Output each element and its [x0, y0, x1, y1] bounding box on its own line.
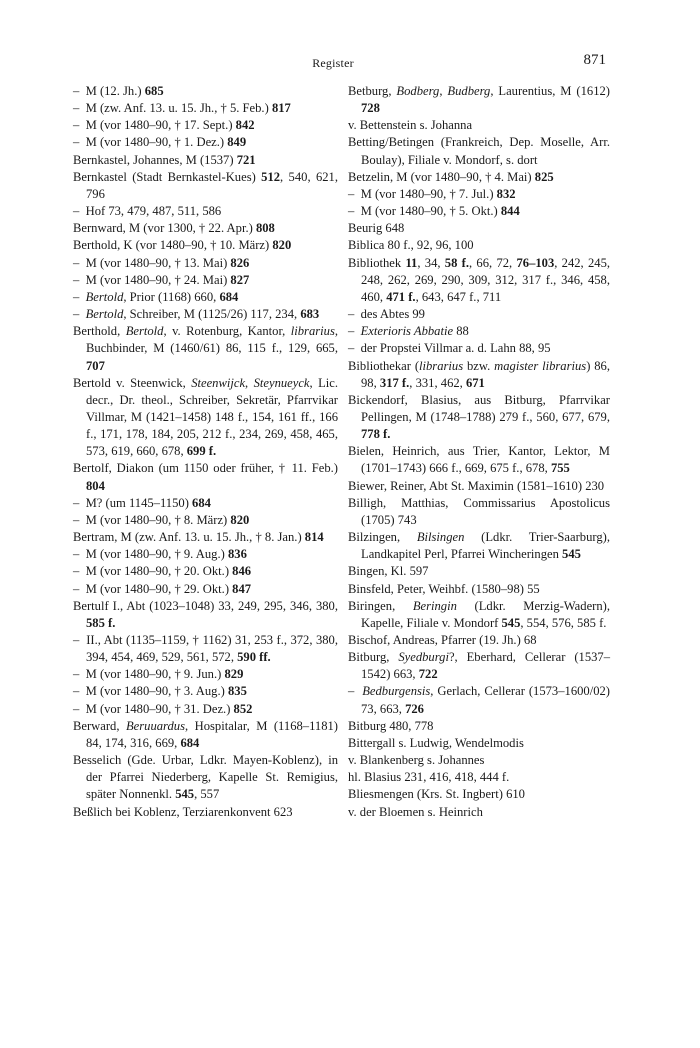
- index-entry: [348, 804, 610, 821]
- page-reference-bold: 827: [230, 272, 250, 287]
- index-entry: [348, 323, 610, 340]
- entry-text: (Ldkr. Trier-Saarburg), Landkapitel Perl, Pfarrei Wincheringen: [361, 530, 610, 562]
- entry-text: Bickendorf, Blasius, aus Bitburg, Pfarrvikar Pellingen, M (1748–1788) 279 f., 560, 677, 679,: [348, 392, 610, 424]
- page-reference-bold: 755: [550, 461, 570, 476]
- italic-term: Beringin: [412, 598, 457, 613]
- entry-text: , Laurentius, M (1612): [490, 84, 610, 98]
- entry-text: M (vor 1480–90, † 31. Dez.): [85, 701, 234, 716]
- index-entry: [348, 83, 610, 117]
- page-number: 871: [583, 52, 606, 68]
- index-entry: [73, 169, 338, 203]
- entry-text: , Prior (1168) 660,: [123, 289, 220, 304]
- entry-text: Berward,: [73, 718, 126, 733]
- page-reference-bold: 471 f.: [386, 289, 416, 304]
- page-reference-bold: 76–103: [516, 255, 555, 270]
- entry-text: M (vor 1480–90, † 3. Aug.): [85, 684, 228, 699]
- entry-text: des Abtes 99: [360, 307, 425, 322]
- page-header: [60, 52, 606, 76]
- entry-text: M (vor 1480–90, † 20. Okt.): [85, 564, 233, 579]
- index-entry: [73, 323, 338, 374]
- page-reference-bold: 722: [418, 667, 438, 682]
- index-entry: [348, 718, 610, 735]
- index-entry: [73, 375, 338, 461]
- entry-text: Berthold,: [73, 324, 126, 339]
- page-reference-bold: 817: [271, 101, 291, 116]
- entry-text: Bernkastel (Stadt Bernkastel-Kues): [73, 169, 262, 184]
- index-column-right: [348, 83, 610, 821]
- page-reference-bold: 512: [261, 169, 281, 184]
- running-title: Register: [312, 56, 354, 70]
- index-entry: [73, 632, 338, 666]
- index-entry: [73, 203, 338, 220]
- entry-text: bzw.: [463, 358, 495, 373]
- index-entry: [348, 649, 610, 683]
- entry-text: der Propstei Villmar a. d. Lahn 88, 95: [360, 341, 551, 356]
- entry-text: Beßlich bei Koblenz, Terziarenkonvent 623: [73, 804, 293, 819]
- index-entry: [348, 169, 610, 186]
- entry-text: Beurig 648: [348, 221, 405, 236]
- page-reference-bold: 685: [144, 84, 164, 98]
- page-reference-bold: 836: [227, 547, 247, 562]
- index-entry: [348, 735, 610, 752]
- italic-term: librarius: [419, 358, 464, 373]
- index-entry: [348, 443, 610, 477]
- italic-term: Bertold: [85, 307, 124, 322]
- index-entry: [348, 632, 610, 649]
- italic-term: Budberg: [447, 84, 491, 98]
- index-entry: [348, 769, 610, 786]
- page-reference-bold: 804: [86, 478, 105, 493]
- index-entry: [73, 134, 338, 151]
- entry-text: Bernkastel, Johannes, M (1537): [73, 152, 237, 167]
- index-entry: [73, 272, 338, 289]
- entry-text: ?, Eberhard, Cellerar (1537–1542) 663,: [361, 650, 611, 682]
- index-entry: [348, 117, 610, 134]
- italic-term: Bertold: [85, 289, 124, 304]
- entry-text: M (vor 1480–90, † 13. Mai): [85, 255, 231, 270]
- page-reference-bold: 545: [501, 615, 521, 630]
- page-reference-bold: 832: [496, 186, 516, 201]
- entry-text: , Hospitalar, M (1168–1181) 84, 174, 316, 669,: [86, 718, 338, 750]
- index-entry: [348, 683, 610, 717]
- entry-text: M (vor 1480–90, † 7. Jul.): [360, 186, 497, 201]
- entry-text: , Buchbinder, M (1460/61) 86, 115 f., 129, 665,: [86, 324, 339, 356]
- page-reference-bold: 545: [175, 787, 195, 802]
- page-reference-bold: 590 ff.: [237, 650, 271, 665]
- entry-text: M (vor 1480–90, † 24. Mai): [85, 272, 231, 287]
- index-entry: [348, 203, 610, 220]
- entry-text: Bertolf, Diakon (um 1150 oder früher, † 11. Feb.): [73, 461, 338, 476]
- index-entry: [73, 152, 338, 169]
- index-entry: [73, 255, 338, 272]
- index-entry: [73, 529, 338, 546]
- entry-text: Bertold v. Steenwick,: [73, 375, 192, 390]
- italic-term: librarius: [290, 324, 335, 339]
- entry-text: Biringen,: [348, 598, 413, 613]
- index-entry: [73, 83, 338, 100]
- index-entry: [348, 306, 610, 323]
- page-reference-bold: 317 f.: [379, 375, 410, 390]
- entry-text: ,: [245, 375, 254, 390]
- entry-text: Betzelin, M (vor 1480–90, † 4. Mai): [348, 169, 535, 184]
- index-entry: [348, 786, 610, 803]
- index-entry: [348, 478, 610, 495]
- entry-text: v. Bettenstein s. Johanna: [348, 118, 473, 133]
- index-entry: [73, 306, 338, 323]
- index-entry: [348, 563, 610, 580]
- page-reference-bold: 671: [465, 375, 485, 390]
- index-entry: [73, 752, 338, 803]
- index-entry: [348, 529, 610, 563]
- page-reference-bold: 721: [236, 152, 256, 167]
- page-reference-bold: 585 f.: [86, 615, 116, 630]
- entry-text: , v. Rotenburg, Kantor,: [163, 324, 291, 339]
- index-entry: [348, 581, 610, 598]
- index-entry: [348, 186, 610, 203]
- entry-text: (Ldkr. Merzig-Wadern), Kapelle, Filiale v. Mondorf: [361, 598, 610, 630]
- italic-term: Bertold: [125, 324, 164, 339]
- page-reference-bold: 707: [86, 358, 105, 373]
- entry-text: II., Abt (1135–1159, † 1162) 31, 253 f., 372, 380, 394, 454, 469, 529, 561, 572,: [86, 633, 338, 665]
- entry-text: , 557: [194, 787, 220, 802]
- entry-text: , 66, 72,: [469, 255, 517, 270]
- page-reference-bold: 820: [272, 238, 292, 253]
- index-entry: [73, 666, 338, 683]
- entry-text: , 540, 621, 796: [86, 169, 338, 201]
- index-entry: [348, 340, 610, 357]
- entry-text: Bitburg,: [348, 650, 399, 665]
- index-entry: [73, 546, 338, 563]
- page-reference-bold: 844: [500, 204, 520, 219]
- page-reference-bold: 846: [232, 564, 252, 579]
- index-entry: [348, 752, 610, 769]
- page-reference-bold: 826: [230, 255, 250, 270]
- page-reference-bold: 11: [405, 255, 418, 270]
- italic-term: Syedburgi: [398, 650, 449, 665]
- entry-text: , Lic. decr., Dr. theol., Schreiber, Sekretär, Pfarrvikar Villmar, M (1421–1458) 148 f., 154, 161 ff., 166 f., 171, 178, 184, 205, 212 f., 234, 269, 458, 465, 573, 619, 660, 678,: [86, 375, 338, 459]
- index-entry: [73, 718, 338, 752]
- page-reference-bold: 849: [227, 135, 247, 150]
- entry-text: M (vor 1480–90, † 5. Okt.): [360, 204, 501, 219]
- page-reference-bold: 683: [300, 307, 320, 322]
- index-entry: [73, 598, 338, 632]
- entry-text: Besselich (Gde. Urbar, Ldkr. Mayen-Koblenz), in der Pfarrei Niederberg, Kapelle St. Remigius, später Nonnenkl.: [73, 753, 338, 802]
- index-entry: [73, 289, 338, 306]
- entry-text: M (vor 1480–90, † 9. Aug.): [85, 547, 228, 562]
- entry-text: M (zw. Anf. 13. u. 15. Jh., † 5. Feb.): [85, 101, 272, 116]
- index-entry: [73, 460, 338, 494]
- entry-text: Binsfeld, Peter, Weihbf. (1580–98) 55: [348, 581, 540, 596]
- entry-text: Billigh, Matthias, Commissarius Apostolicus (1705) 743: [348, 495, 610, 527]
- italic-term: Bedburgensis: [362, 684, 431, 699]
- page-reference-bold: 728: [361, 101, 380, 116]
- entry-text: Betburg,: [348, 84, 397, 98]
- entry-text: , 331, 462,: [409, 375, 466, 390]
- page-reference-bold: 684: [180, 735, 200, 750]
- index-entry: [73, 220, 338, 237]
- entry-text: v. Blankenberg s. Johannes: [348, 753, 485, 768]
- entry-text: M (vor 1480–90, † 9. Jun.): [85, 667, 225, 682]
- index-entry: [73, 512, 338, 529]
- italic-term: Exterioris Abbatie: [360, 324, 454, 339]
- italic-term: Beruuardus: [125, 718, 185, 733]
- entry-text: , 554, 576, 585 f.: [520, 615, 607, 630]
- index-entry: [73, 117, 338, 134]
- entry-text: , 34,: [417, 255, 445, 270]
- entry-text: Bingen, Kl. 597: [348, 564, 429, 579]
- entry-text: M (12. Jh.): [85, 84, 145, 98]
- page-reference-bold: 726: [405, 701, 424, 716]
- page-reference-bold: 825: [534, 169, 554, 184]
- index-entry: [73, 563, 338, 580]
- index-entry: [73, 683, 338, 700]
- entry-text: Biblica 80 f., 92, 96, 100: [348, 238, 474, 253]
- entry-text: , Schreiber, M (1125/26) 117, 234,: [123, 307, 301, 322]
- entry-text: Bernward, M (vor 1300, † 22. Apr.): [73, 221, 256, 236]
- entry-text: , 643, 647 f., 711: [415, 289, 502, 304]
- entry-text: , Gerlach, Cellerar (1573–1600/02) 73, 663,: [361, 684, 610, 716]
- entry-text: ) 86, 98,: [361, 358, 610, 390]
- entry-text: Bibliothek: [348, 255, 406, 270]
- page-reference-bold: 808: [255, 221, 275, 236]
- page-reference-bold: 778 f.: [361, 427, 391, 442]
- entry-text: 88: [453, 324, 469, 339]
- index-entry: [348, 255, 610, 306]
- index-entry: [73, 495, 338, 512]
- entry-text: Berthold, K (vor 1480–90, † 10. März): [73, 238, 273, 253]
- entry-text: ,: [439, 84, 448, 98]
- italic-term: magister librarius: [494, 358, 587, 373]
- index-entry: [73, 804, 338, 821]
- index-entry: [348, 358, 610, 392]
- entry-text: M? (um 1145–1150): [85, 495, 193, 510]
- page-reference-bold: 699 f.: [186, 444, 217, 459]
- page-reference-bold: 814: [304, 530, 324, 545]
- index-entry: [73, 237, 338, 254]
- index-entry: [73, 100, 338, 117]
- page-reference-bold: 684: [192, 495, 211, 510]
- entry-text: Hof 73, 479, 487, 511, 586: [85, 204, 222, 219]
- entry-text: Bittergall s. Ludwig, Wendelmodis: [348, 735, 524, 750]
- page-reference-bold: 829: [224, 667, 244, 682]
- entry-text: M (vor 1480–90, † 8. März): [85, 512, 231, 527]
- italic-term: Steynueyck: [253, 375, 310, 390]
- entry-text: v. der Bloemen s. Heinrich: [348, 804, 483, 819]
- page-reference-bold: 684: [219, 289, 239, 304]
- page-reference-bold: 835: [227, 684, 247, 699]
- entry-text: Bielen, Heinrich, aus Trier, Kantor, Lektor, M (1701–1743) 666 f., 669, 675 f., 678,: [348, 444, 610, 476]
- entry-text: Bitburg 480, 778: [348, 718, 434, 733]
- entry-text: Bibliothekar (: [348, 358, 420, 373]
- index-entry: [348, 237, 610, 254]
- entry-text: Bertram, M (zw. Anf. 13. u. 15. Jh., † 8. Jan.): [73, 530, 305, 545]
- index-entry: [348, 495, 610, 529]
- entry-text: M (vor 1480–90, † 17. Sept.): [85, 118, 236, 133]
- entry-text: Bilzingen,: [348, 530, 417, 545]
- page-reference-bold: 820: [230, 512, 250, 527]
- page-reference-bold: 852: [233, 701, 253, 716]
- italic-term: Bodberg: [396, 84, 440, 98]
- index-entry: [348, 220, 610, 237]
- index-entry: [73, 581, 338, 598]
- page-reference-bold: 842: [235, 118, 255, 133]
- entry-text: Bliesmengen (Krs. St. Ingbert) 610: [348, 787, 525, 802]
- page-reference-bold: 58 f.: [444, 255, 470, 270]
- entry-text: hl. Blasius 231, 416, 418, 444 f.: [348, 770, 510, 785]
- entry-text: Bischof, Andreas, Pfarrer (19. Jh.) 68: [348, 633, 537, 647]
- index-column-left: [73, 83, 338, 821]
- entry-text: M (vor 1480–90, † 29. Okt.): [85, 581, 233, 596]
- entry-text: Biewer, Reiner, Abt St. Maximin (1581–1610) 230: [348, 478, 605, 493]
- italic-term: Steenwijck: [191, 375, 246, 390]
- index-entry: [348, 134, 610, 168]
- page-reference-bold: 545: [562, 547, 581, 562]
- entry-text: Bertulf I., Abt (1023–1048) 33, 249, 295, 346, 380,: [73, 598, 338, 613]
- entry-text: M (vor 1480–90, † 1. Dez.): [85, 135, 228, 150]
- entry-text: , 242, 245, 248, 262, 269, 290, 309, 312, 317 f., 346, 458, 460,: [361, 255, 611, 304]
- entry-text: Betting/Betingen (Frankreich, Dep. Moselle, Arr. Boulay), Filiale v. Mondorf, s. dort: [348, 135, 610, 167]
- italic-term: Bilsingen: [416, 530, 465, 545]
- index-entry: [348, 392, 610, 443]
- index-entry: [348, 598, 610, 632]
- page-reference-bold: 847: [232, 581, 252, 596]
- index-entry: [73, 701, 338, 718]
